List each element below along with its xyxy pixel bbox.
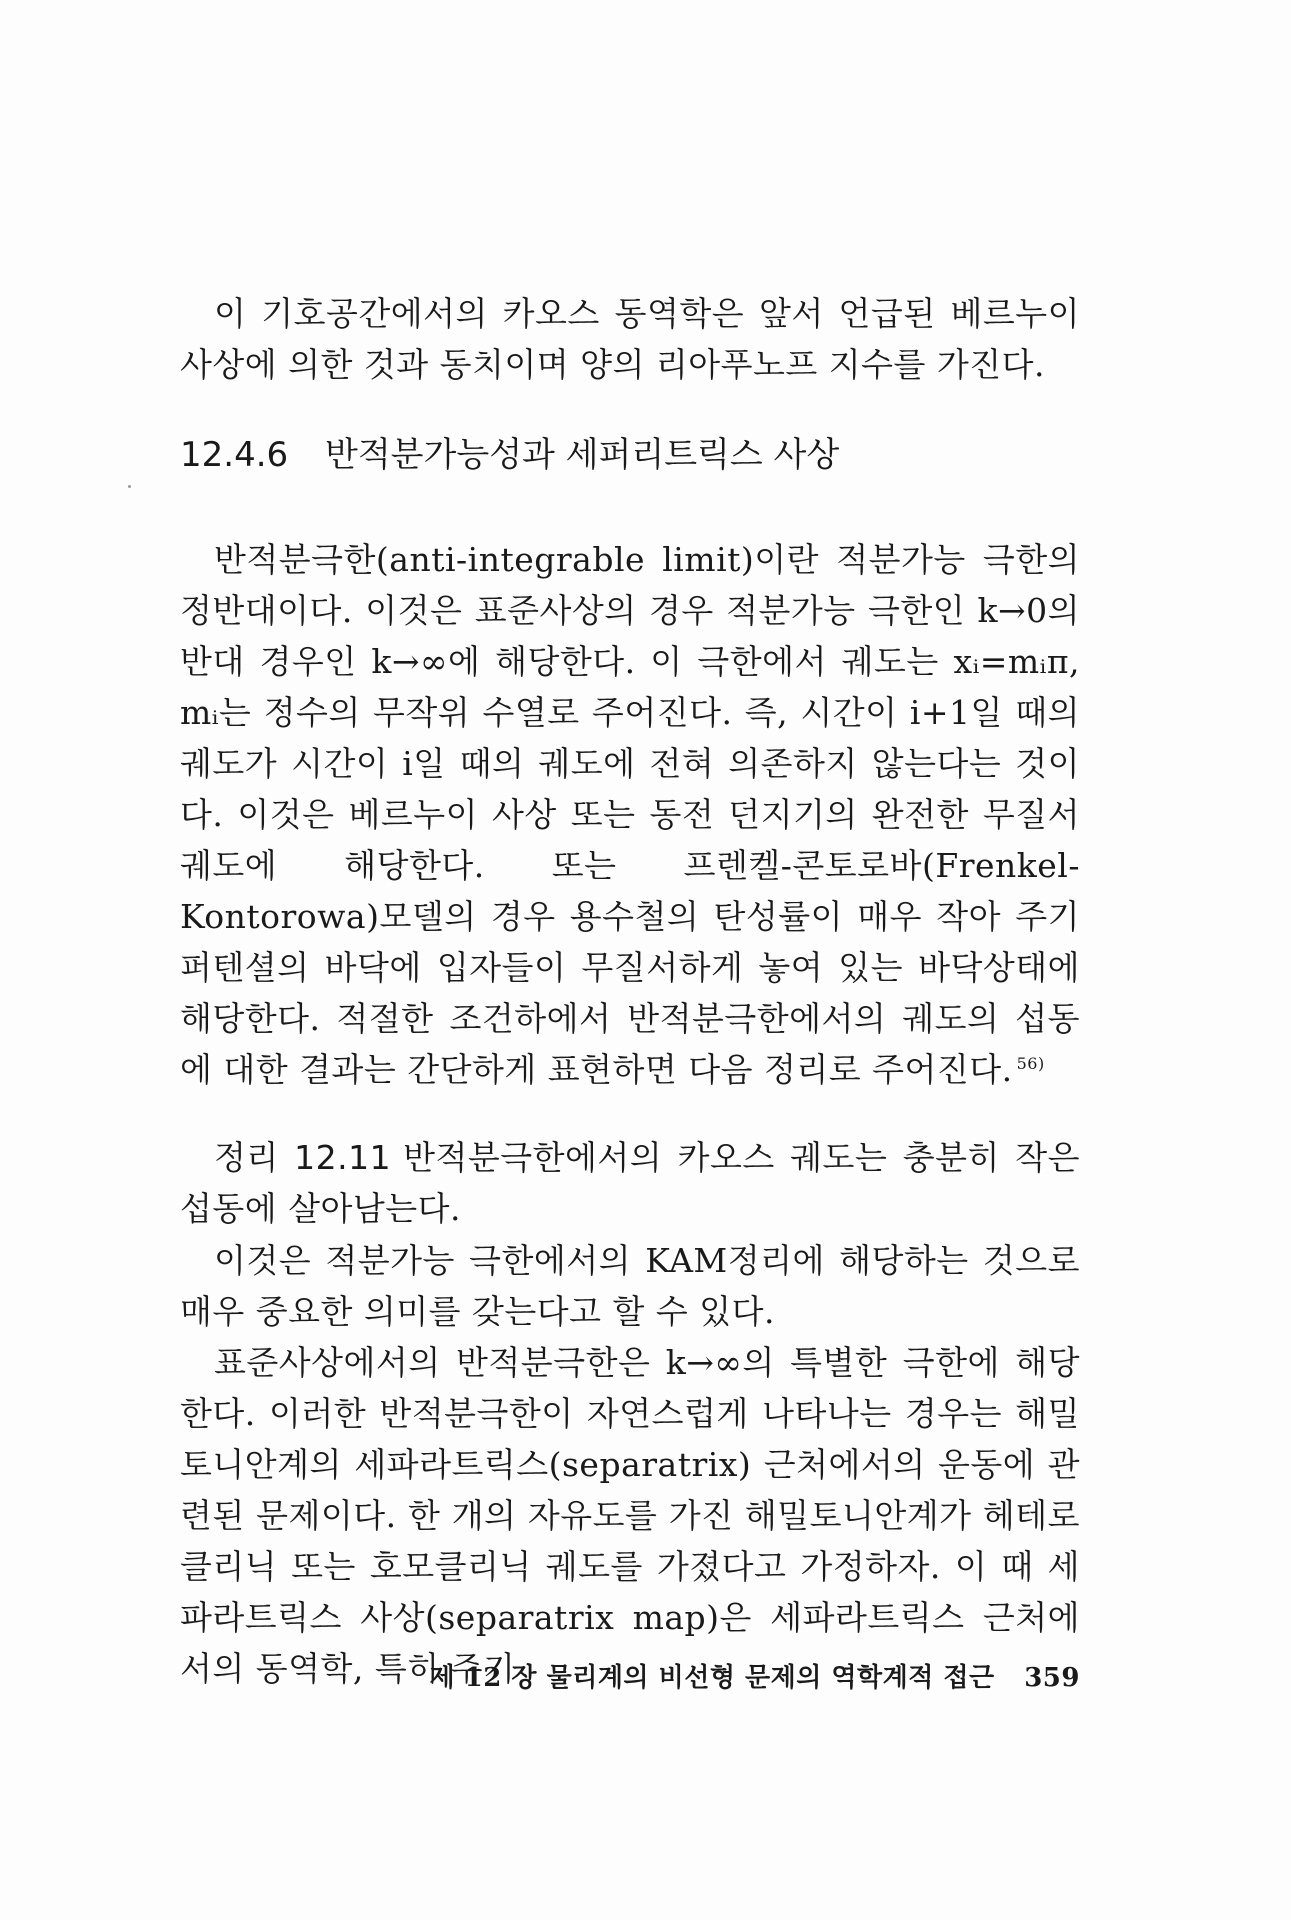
intro-paragraph bbox=[180, 288, 1080, 390]
page-number: 359 bbox=[1024, 1663, 1080, 1693]
body2-paragraph-1: 이것은 적분가능 극한에서의 KAM정리에 해당하는 것으로 매우 중요한 의미를 갖는다고 할 수 있다. bbox=[180, 1241, 1080, 1331]
theorem-block bbox=[180, 1132, 1080, 1234]
running-footer bbox=[380, 1658, 1080, 1698]
section-number: 12.4.6 bbox=[180, 435, 289, 475]
theorem-text: 반적분극한에서의 카오스 궤도는 충분히 작은 섭동에 살아남는다. bbox=[180, 1138, 1080, 1228]
body1-paragraph bbox=[180, 534, 1080, 1095]
section-heading bbox=[180, 430, 1080, 480]
body1-text: 반적분극한(anti-integrable limit)이란 적분가능 극한의 정반대이다. 이것은 표준사상의 경우 적분가능 극한인 k→0의 반대 경우인 k→∞에 해당한다. 이 극한에서 궤도는 xᵢ=mᵢπ, mᵢ는 정수의 무작위 수열로 주어진다. 즉, 시간이 i+1일 때의 궤도가 시간이 i일 때의 궤도에 전혀 의존하지 않는다는 것이다. 이것은 베르누이 사상 또는 동전 던지기의 완전한 무질서 궤도에 해당한다. 또는 프렌켈-콘토로바(Frenkel-Kontorowa)모델의 경우 용수철의 탄성률이 매우 작아 주기 퍼텐셜의 바닥에 입자들이 무질서하게 놓여 있는 바닥상태에 해당한다. 적절한 조건하에서 반적분극한에서의 궤도의 섭동에 대한 결과는 간단하게 표현하면 다음 정리로 주어진다. bbox=[180, 540, 1080, 1089]
intro-text: 이 기호공간에서의 카오스 동역학은 앞서 언급된 베르누이 사상에 의한 것과 동치이며 양의 리아푸노프 지수를 가진다. bbox=[180, 294, 1080, 384]
body-paragraph-1 bbox=[180, 534, 1080, 1095]
stray-dot bbox=[128, 485, 131, 488]
footnote-ref: 56) bbox=[1016, 1054, 1045, 1073]
theorem-label: 정리 12.11 bbox=[214, 1138, 392, 1177]
section-title: 반적분가능성과 세퍼리트릭스 사상 bbox=[324, 435, 840, 475]
body2-paragraph-2: 표준사상에서의 반적분극한은 k→∞의 특별한 극한에 해당한다. 이러한 반적분극한이 자연스럽게 나타나는 경우는 해밀토니안계의 세파라트릭스(separatrix) 근처에서의 운동에 관련된 문제이다. 한 개의 자유도를 가진 해밀토니안계가 헤테로클리닉 또는 호모클리닉 궤도를 가졌다고 가정하자. 이 때 세파라트릭스 사상(separatrix map)은 세파라트릭스 근처에서의 동역학, 특히 주기 bbox=[180, 1343, 1080, 1688]
body-paragraph-2 bbox=[180, 1235, 1080, 1694]
theorem-paragraph bbox=[180, 1132, 1080, 1234]
chapter-title: 제 12 장 물리계의 비선형 문제의 역학계적 접근 bbox=[429, 1663, 995, 1693]
